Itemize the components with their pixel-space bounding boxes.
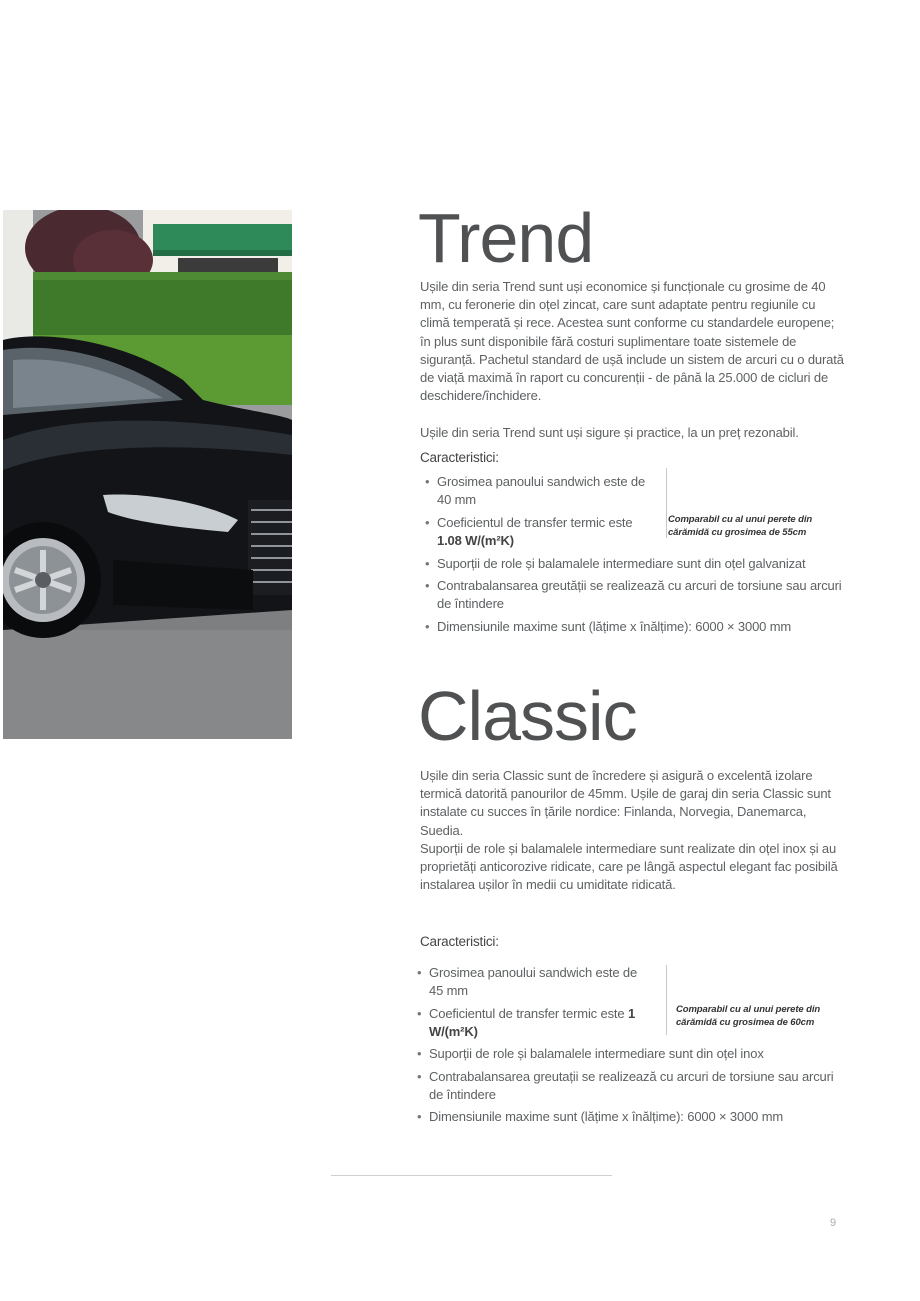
classic-feature-panel-thickness: • Grosimea panoului sandwich este de 45 mm bbox=[417, 965, 638, 999]
trend-thermal-value: 1.08 W/(m²K) bbox=[437, 533, 514, 549]
bullet-icon: • bbox=[425, 474, 430, 489]
bullet-icon: • bbox=[425, 515, 430, 530]
classic-feature-rollers: • Suporții de role și balamalele intermediare sunt din oțel inox bbox=[429, 1045, 839, 1063]
trend-feature-counterbalance: • Contrabalansarea greutății se realizează cu arcuri de torsiune sau arcuri de întindere bbox=[425, 578, 842, 612]
classic-thermal-value: 1 W/(m²K) bbox=[429, 1006, 636, 1040]
bullet-icon: • bbox=[417, 1069, 422, 1084]
bullet-icon: • bbox=[417, 965, 422, 980]
classic-comparison-note: Comparabil cu al unui perete din cărămidă cu grosimea de 60cm bbox=[676, 1004, 821, 1028]
classic-feature-thermal-coefficient: • Coeficientul de transfer termic este 1 W/(m²K) bbox=[417, 1006, 636, 1040]
trend-title: Trend bbox=[418, 199, 594, 277]
trend-intro: Ușile din seria Trend sunt uși economice și funcționale cu grosime de 40 mm, cu feronerie din oțel zincat, care sunt adaptate pentru regiunile cu climă temperată și rece. Acestea sunt conforme cu standardele europene; în plus sunt disponibile fără costuri suplimentare toate sistemele de siguranță. Pachetul standard de ușă include un sistem de arcuri cu o durată de viață maximă în raport cu concurenții - de până la 25.000 de cicluri de deschidere/închidere. bbox=[420, 279, 844, 404]
trend-feature-dimensions: • Dimensiunile maxime sunt (lățime x înălțime): 6000 × 3000 mm bbox=[437, 618, 842, 636]
bullet-icon: • bbox=[417, 1109, 422, 1124]
trend-feature-thermal-coefficient: • Coeficientul de transfer termic este 1.08 W/(m²K) bbox=[425, 515, 633, 549]
classic-intro-2: Suporții de role și balamalele intermediare sunt realizate din oțel inox și au proprietăți anticorozive ridicate, care pe lângă aspectul elegant fac posibilă instalarea ușilor în medii cu umiditate ridicată. bbox=[420, 841, 838, 893]
bullet-icon: • bbox=[425, 578, 430, 593]
car-photo bbox=[3, 210, 292, 739]
classic-title: Classic bbox=[418, 677, 637, 755]
classic-features-heading: Caracteristici: bbox=[420, 934, 499, 949]
footer-divider bbox=[331, 1175, 612, 1176]
trend-features-heading: Caracteristici: bbox=[420, 450, 499, 465]
classic-note-divider bbox=[666, 965, 667, 1035]
trend-note-divider bbox=[666, 468, 667, 538]
trend-comparison-note: Comparabil cu al unui perete din cărămidă cu grosimea de 55cm bbox=[668, 514, 813, 538]
page-number: 9 bbox=[830, 1217, 837, 1229]
bullet-icon: • bbox=[417, 1046, 422, 1061]
trend-feature-rollers: • Suporții de role și balamalele intermediare sunt din oțel galvanizat bbox=[437, 555, 842, 573]
bullet-icon: • bbox=[417, 1006, 422, 1021]
classic-intro: Ușile din seria Classic sunt de încredere și asigură o excelentă izolare termică datorită panourilor de 45mm. Ușile de garaj din seria Classic sunt instalate cu succes în țările nordice: Finlanda, Norvegia, Danemarca, Suedia. bbox=[420, 768, 831, 838]
classic-feature-dimensions: • Dimensiunile maxime sunt (lățime x înălțime): 6000 × 3000 mm bbox=[429, 1108, 839, 1126]
trend-intro-2: Ușile din seria Trend sunt uși sigure și practice, la un preț rezonabil. bbox=[420, 425, 799, 440]
classic-feature-counterbalance: • Contrabalansarea greutații se realizează cu arcuri de torsiune sau arcuri de întindere bbox=[417, 1069, 834, 1103]
bullet-icon: • bbox=[425, 619, 430, 634]
bullet-icon: • bbox=[425, 556, 430, 571]
trend-feature-panel-thickness: • Grosimea panoului sandwich este de 40 mm bbox=[425, 474, 646, 508]
